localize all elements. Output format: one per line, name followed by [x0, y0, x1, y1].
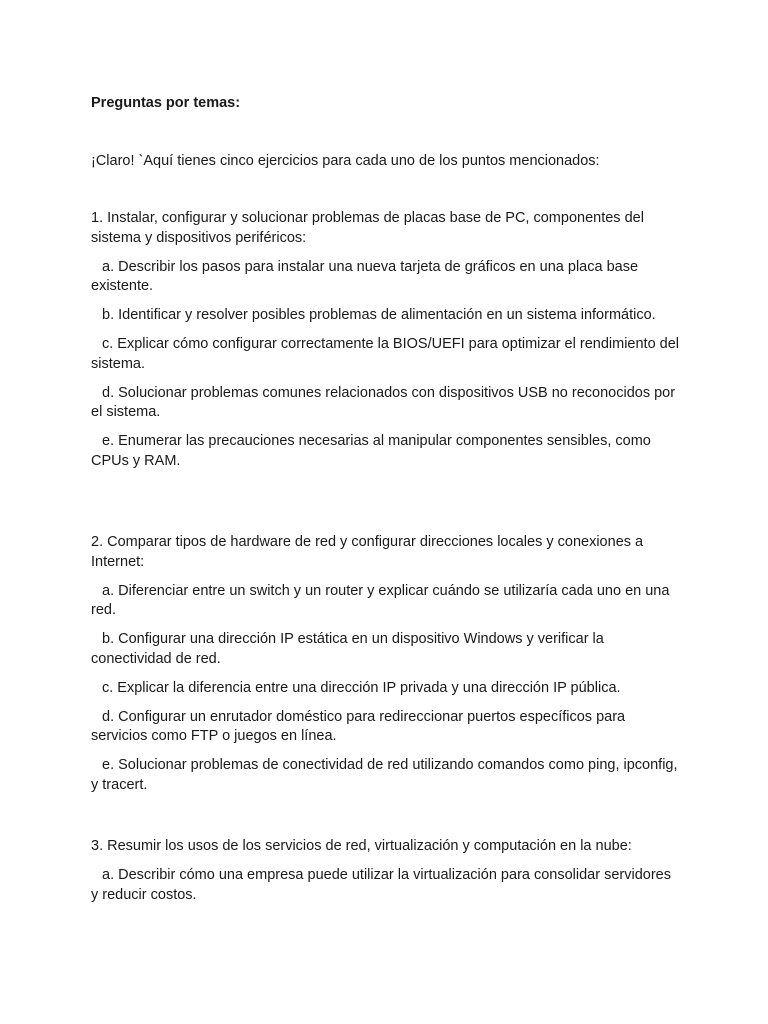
- page-title: Preguntas por temas:: [91, 95, 241, 111]
- list-item: d. Configurar un enrutador doméstico para redireccionar puertos específicos para servicios como FTP o juegos en línea.: [91, 708, 626, 744]
- list-item: d. Solucionar problemas comunes relacionados con dispositivos USB no reconocidos por el sistema.: [91, 384, 676, 420]
- section-3: [91, 837, 681, 905]
- list-item: e. Enumerar las precauciones necesarias al manipular componentes sensibles, como CPUs y RAM.: [91, 433, 651, 469]
- section-heading: 3. Resumir los usos de los servicios de red, virtualización y computación en la nube:: [91, 838, 632, 854]
- section-2: [91, 533, 681, 795]
- list-item: a. Describir los pasos para instalar una nueva tarjeta de gráficos en una placa base existente.: [91, 258, 639, 294]
- list-item: a. Diferenciar entre un switch y un router y explicar cuándo se utilizaría cada uno en una red.: [91, 582, 670, 618]
- list-item: c. Explicar la diferencia entre una dirección IP privada y una dirección IP pública.: [102, 679, 621, 696]
- section-heading: 2. Comparar tipos de hardware de red y configurar direcciones locales y conexiones a Internet:: [91, 534, 644, 570]
- list-item: e. Solucionar problemas de conectividad de red utilizando comandos como ping, ipconfig, y tracert.: [91, 757, 678, 793]
- section-1: [91, 209, 681, 471]
- intro-paragraph: ¡Claro! `Aquí tienes cinco ejercicios para cada uno de los puntos mencionados:: [91, 153, 600, 169]
- section-heading: 1. Instalar, configurar y solucionar problemas de placas base de PC, componentes del sistema y dispositivos periféricos:: [91, 210, 644, 246]
- list-item: c. Explicar cómo configurar correctamente la BIOS/UEFI para optimizar el rendimiento del sistema.: [91, 336, 680, 372]
- list-item: a. Describir cómo una empresa puede utilizar la virtualización para consolidar servidores y reducir costos.: [91, 867, 671, 903]
- list-item: b. Configurar una dirección IP estática en un dispositivo Windows y verificar la conectividad de red.: [91, 631, 604, 667]
- list-item: b. Identificar y resolver posibles problemas de alimentación en un sistema informático.: [102, 307, 656, 323]
